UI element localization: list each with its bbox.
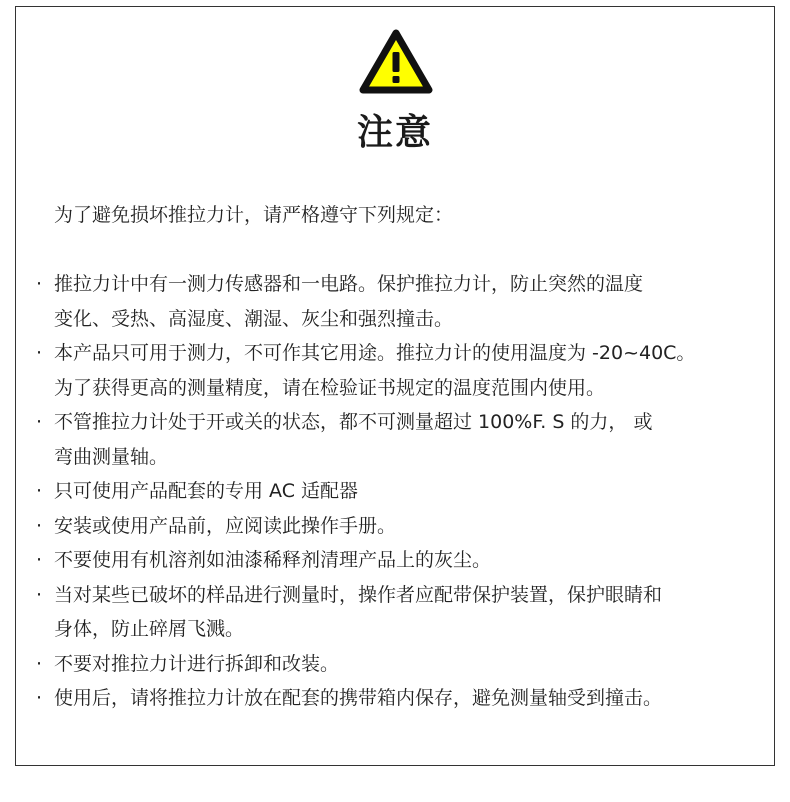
rule-text-line: 本产品只可用于测力，不可作其它用途。推拉力计的使用温度为 -20~40C。	[54, 342, 696, 364]
rule-text-line: 身体，防止碎屑飞溅。	[54, 618, 245, 640]
rule-item	[36, 509, 766, 544]
rule-item	[36, 578, 766, 647]
rule-text-line: 使用后，请将推拉力计放在配套的携带箱内保存，避免测量轴受到撞击。	[54, 687, 663, 709]
rule-text-line: 安装或使用产品前，应阅读此操作手册。	[54, 514, 397, 537]
rule-text-line: 不管推拉力计处于开或关的状态，都不可测量超过 100%F. S 的力， 或	[54, 411, 653, 433]
bullet-dot: ·	[36, 411, 43, 433]
rule-text-line: 当对某些已破坏的样品进行测量时，操作者应配带保护装置，保护眼睛和	[54, 583, 663, 606]
rule-text-line: 变化、受热、高湿度、潮湿、灰尘和强烈撞击。	[54, 307, 454, 330]
rule-item	[36, 405, 766, 474]
bullet-dot: ·	[36, 687, 43, 709]
rules-list	[36, 267, 766, 716]
bullet-dot: ·	[36, 652, 43, 675]
rule-item	[36, 647, 766, 682]
rule-text-line: 只可使用产品配套的专用 AC 适配器	[54, 480, 359, 502]
bullet-dot: ·	[36, 583, 43, 606]
rule-text-line: 弯曲测量轴。	[54, 445, 169, 468]
rule-text-line: 推拉力计中有一测力传感器和一电路。保护推拉力计，防止突然的温度	[54, 273, 644, 295]
bullet-dot: ·	[36, 549, 43, 571]
intro-text: 为了避免损坏推拉力计，请严格遵守下列规定：	[54, 204, 454, 226]
rule-item	[36, 543, 766, 578]
page-title: 注意	[356, 112, 433, 153]
bullet-dot: ·	[36, 514, 43, 537]
bullet-dot: ·	[36, 273, 43, 295]
bullet-dot: ·	[36, 480, 43, 502]
rule-text-line: 不要使用有机溶剂如油漆稀释剂清理产品上的灰尘。	[54, 549, 492, 571]
bullet-dot: ·	[36, 342, 43, 364]
rule-text-line: 为了获得更高的测量精度，请在检验证书规定的温度范围内使用。	[54, 376, 606, 399]
rule-item	[36, 681, 766, 716]
rule-text-line: 不要对推拉力计进行拆卸和改装。	[54, 652, 340, 675]
rule-item	[36, 474, 766, 509]
rule-item	[36, 267, 766, 336]
warning-triangle-icon	[358, 28, 434, 96]
rule-item	[36, 336, 766, 405]
